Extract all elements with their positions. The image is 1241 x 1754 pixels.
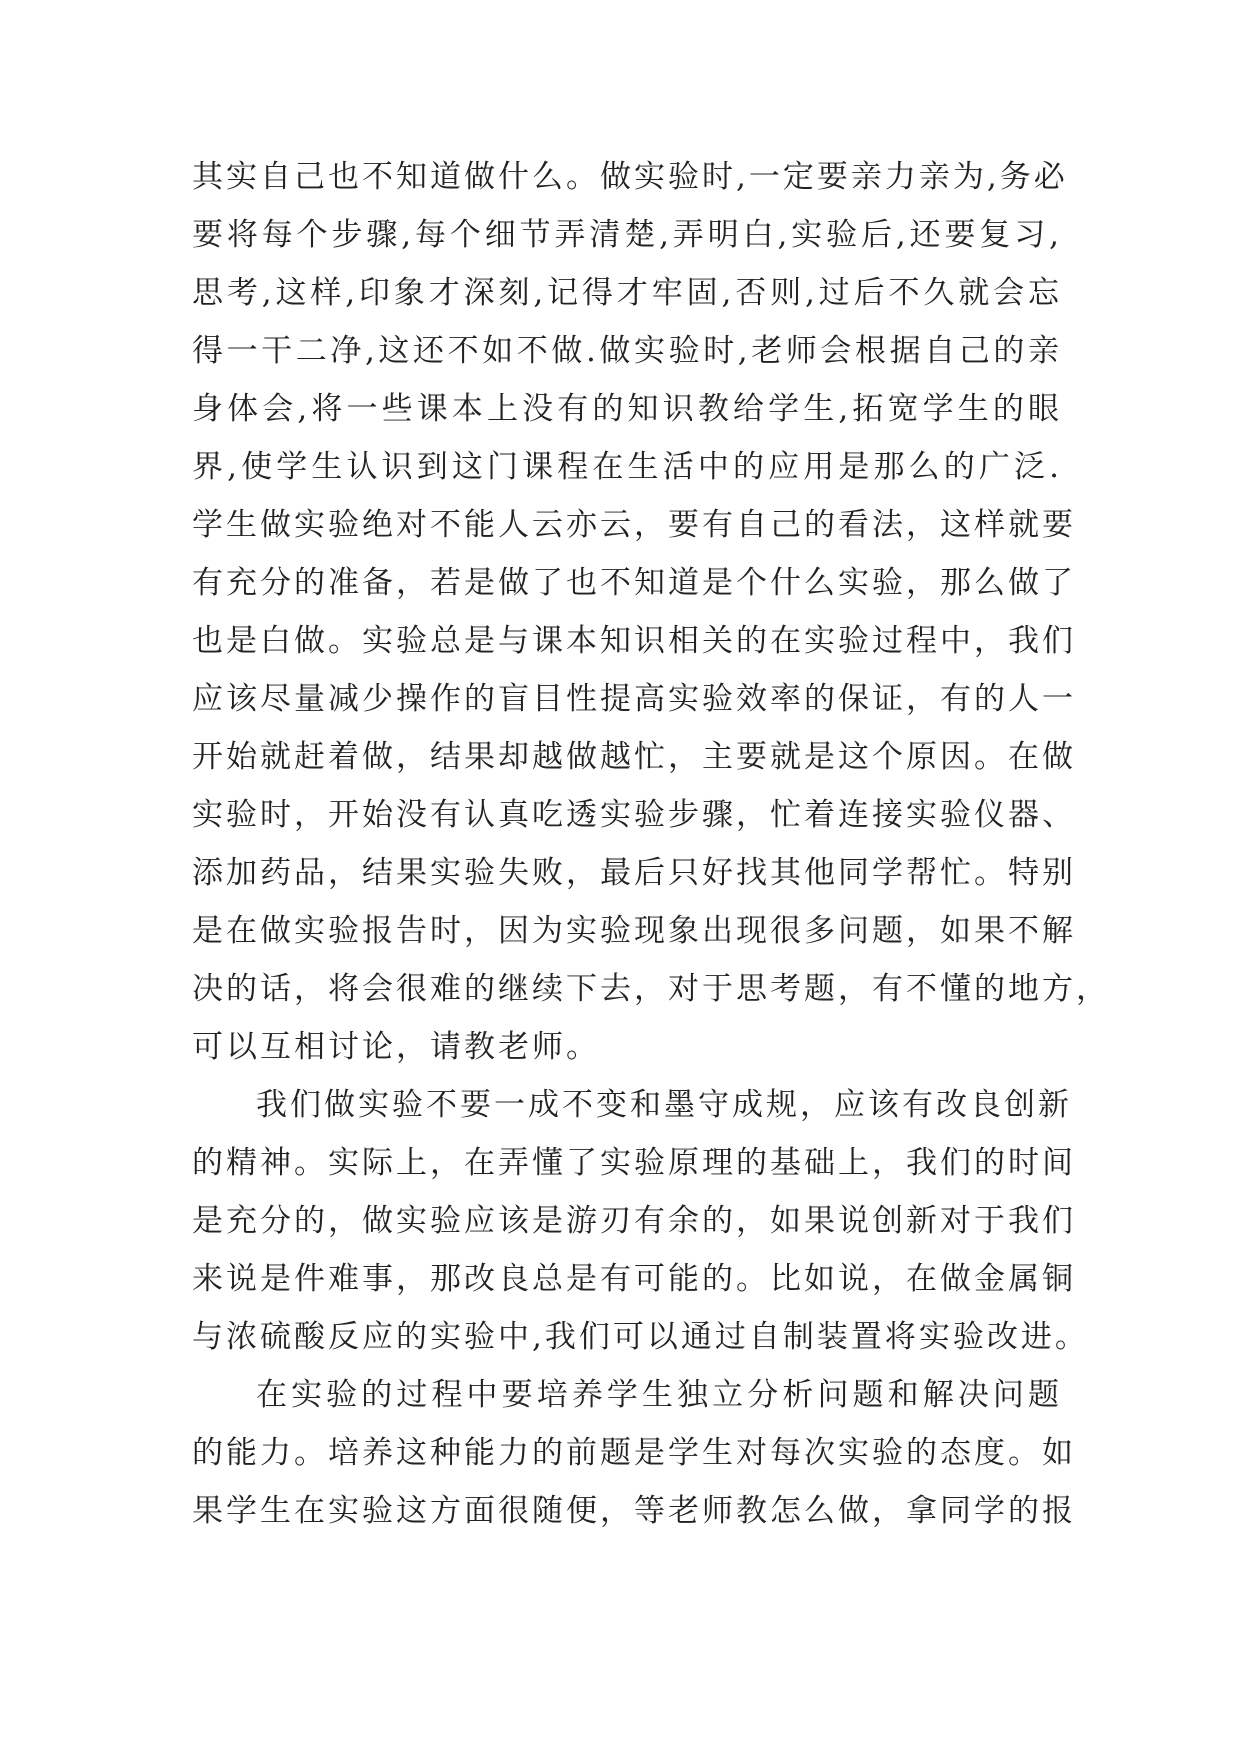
text-line: 是充分的，做实验应该是游刃有余的，如果说创新对于我们 — [192, 1203, 1076, 1239]
text-line: 是在做实验报告时，因为实验现象出现很多问题，如果不解 — [192, 913, 1076, 949]
text-line: 要将每个步骤,每个细节弄清楚,弄明白,实验后,还要复习, — [192, 217, 1062, 253]
text-line: 开始就赶着做，结果却越做越忙，主要就是这个原因。在做 — [192, 739, 1076, 775]
text-line: 在实验的过程中要培养学生独立分析问题和解决问题 — [256, 1377, 1062, 1413]
text-line: 有充分的准备，若是做了也不知道是个什么实验，那么做了 — [192, 565, 1076, 601]
text-line: 其实自己也不知道做什么。做实验时,一定要亲力亲为,务必 — [192, 159, 1068, 195]
text-line: 身体会,将一些课本上没有的知识教给学生,拓宽学生的眼 — [192, 391, 1062, 427]
text-line: 学生做实验绝对不能人云亦云，要有自己的看法，这样就要 — [192, 507, 1076, 543]
text-line: 实验时，开始没有认真吃透实验步骤，忙着连接实验仪器、 — [192, 797, 1076, 833]
text-line: 添加药品，结果实验失败，最后只好找其他同学帮忙。特别 — [192, 855, 1076, 891]
text-line: 决的话，将会很难的继续下去，对于思考题，有不懂的地方， — [192, 971, 1110, 1007]
text-line: 果学生在实验这方面很随便，等老师教怎么做，拿同学的报 — [192, 1493, 1076, 1529]
text-line: 我们做实验不要一成不变和墨守成规，应该有改良创新 — [256, 1087, 1072, 1123]
text-line: 应该尽量减少操作的盲目性提高实验效率的保证，有的人一 — [192, 681, 1076, 717]
text-line: 界,使学生认识到这门课程在生活中的应用是那么的广泛. — [192, 449, 1062, 485]
text-line: 可以互相讨论，请教老师。 — [192, 1029, 600, 1065]
body-text — [192, 148, 1110, 1540]
text-line: 的能力。培养这种能力的前题是学生对每次实验的态度。如 — [192, 1435, 1076, 1471]
text-line: 思考,这样,印象才深刻,记得才牢固,否则,过后不久就会忘 — [192, 275, 1062, 311]
text-line: 的精神。实际上，在弄懂了实验原理的基础上，我们的时间 — [192, 1145, 1076, 1181]
text-line: 也是白做。实验总是与课本知识相关的在实验过程中，我们 — [192, 623, 1076, 659]
text-line: 与浓硫酸反应的实验中,我们可以通过自制装置将实验改进。 — [192, 1319, 1089, 1355]
text-line: 得一干二净,这还不如不做.做实验时,老师会根据自己的亲 — [192, 333, 1062, 369]
text-line: 来说是件难事，那改良总是有可能的。比如说，在做金属铜 — [192, 1261, 1076, 1297]
